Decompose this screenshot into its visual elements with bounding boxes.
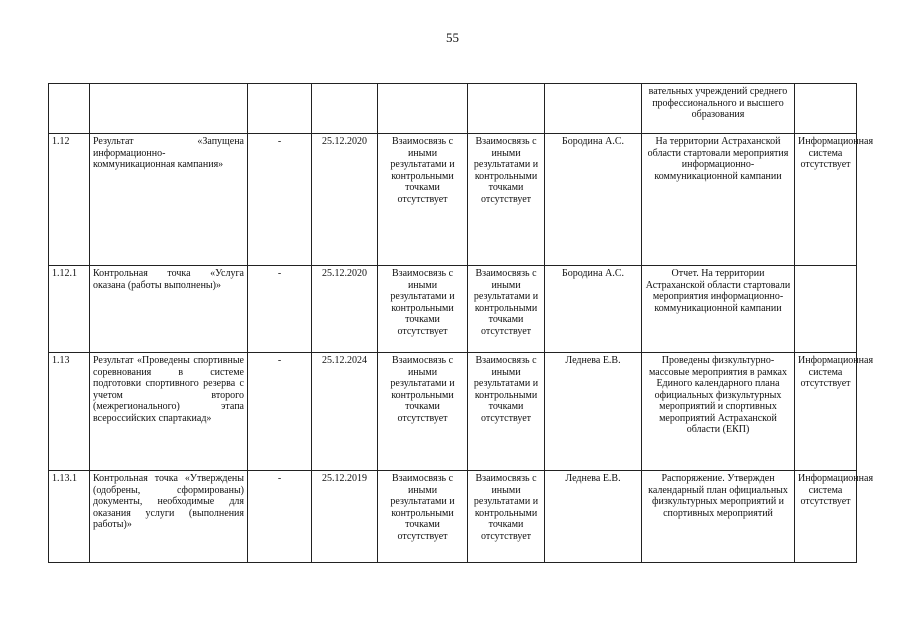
row-responsible: Леднева Е.В. bbox=[545, 353, 642, 471]
row-responsible: Бородина А.С. bbox=[545, 266, 642, 353]
row-name: Результат «Запущена информационно-коммуникационная кампания» bbox=[90, 134, 248, 266]
row-responsible: Леднева Е.В. bbox=[545, 471, 642, 563]
row-date: 25.12.2020 bbox=[312, 134, 378, 266]
row-relation: Взаимосвязь с иными результатами и контрольными точками отсутствует bbox=[378, 266, 468, 353]
row-system: Информационная система отсутствует bbox=[795, 353, 857, 471]
table-row bbox=[49, 84, 857, 134]
table-row bbox=[49, 266, 857, 353]
row-relation-2: Взаимосвязь с иными результатами и контрольными точками отсутствует bbox=[468, 471, 545, 563]
row-responsible bbox=[545, 84, 642, 134]
row-relation-2: Взаимосвязь с иными результатами и контрольными точками отсутствует bbox=[468, 353, 545, 471]
row-dash: - bbox=[248, 134, 312, 266]
row-responsible: Бородина А.С. bbox=[545, 134, 642, 266]
page-number: 55 bbox=[446, 30, 459, 45]
row-date bbox=[312, 84, 378, 134]
row-number: 1.13.1 bbox=[49, 471, 90, 563]
row-relation-2: Взаимосвязь с иными результатами и контрольными точками отсутствует bbox=[468, 266, 545, 353]
row-relation: Взаимосвязь с иными результатами и контрольными точками отсутствует bbox=[378, 471, 468, 563]
row-relation: Взаимосвязь с иными результатами и контрольными точками отсутствует bbox=[378, 134, 468, 266]
row-system: Информационная система отсутствует bbox=[795, 134, 857, 266]
row-date: 25.12.2019 bbox=[312, 471, 378, 563]
row-relation-2: Взаимосвязь с иными результатами и контрольными точками отсутствует bbox=[468, 134, 545, 266]
row-result: Распоряжение. Утвержден календарный план официальных физкультурных мероприятий и спортивных мероприятий bbox=[642, 471, 795, 563]
row-name: Результат «Проведены спортивные соревнования в системе подготовки спортивного резерва с учетом второго (межрегионального) этапа всероссийских спартакиад» bbox=[90, 353, 248, 471]
row-dash: - bbox=[248, 471, 312, 563]
row-result: Проведены физкультурно-массовые мероприятия в рамках Единого календарного плана официальных физкультурных мероприятий и спортивных мероприятий Астраханской области (ЕКП) bbox=[642, 353, 795, 471]
row-system: Информационная система отсутствует bbox=[795, 471, 857, 563]
row-number: 1.12 bbox=[49, 134, 90, 266]
row-dash bbox=[248, 84, 312, 134]
row-result: вательных учреждений среднего профессионального и высшего образования bbox=[642, 84, 795, 134]
row-number bbox=[49, 84, 90, 134]
row-dash: - bbox=[248, 353, 312, 471]
row-number: 1.13 bbox=[49, 353, 90, 471]
row-dash: - bbox=[248, 266, 312, 353]
row-system bbox=[795, 266, 857, 353]
row-result: Отчет. На территории Астраханской области стартовали мероприятия информационно-коммуникационной кампании bbox=[642, 266, 795, 353]
row-name: Контрольная точка «Услуга оказана (работы выполнены)» bbox=[90, 266, 248, 353]
row-name bbox=[90, 84, 248, 134]
row-relation-2 bbox=[468, 84, 545, 134]
row-result: На территории Астраханской области стартовали мероприятия информационно-коммуникационной кампании bbox=[642, 134, 795, 266]
row-relation bbox=[378, 84, 468, 134]
row-relation: Взаимосвязь с иными результатами и контрольными точками отсутствует bbox=[378, 353, 468, 471]
row-number: 1.12.1 bbox=[49, 266, 90, 353]
table-row bbox=[49, 471, 857, 563]
row-date: 25.12.2020 bbox=[312, 266, 378, 353]
row-system bbox=[795, 84, 857, 134]
row-name: Контрольная точка «Утверждены (одобрены, сформированы) документы, необходимые для оказания услуги (выполнения работы)» bbox=[90, 471, 248, 563]
table-row bbox=[49, 134, 857, 266]
results-table bbox=[48, 83, 874, 563]
row-date: 25.12.2024 bbox=[312, 353, 378, 471]
table-row bbox=[49, 353, 857, 471]
